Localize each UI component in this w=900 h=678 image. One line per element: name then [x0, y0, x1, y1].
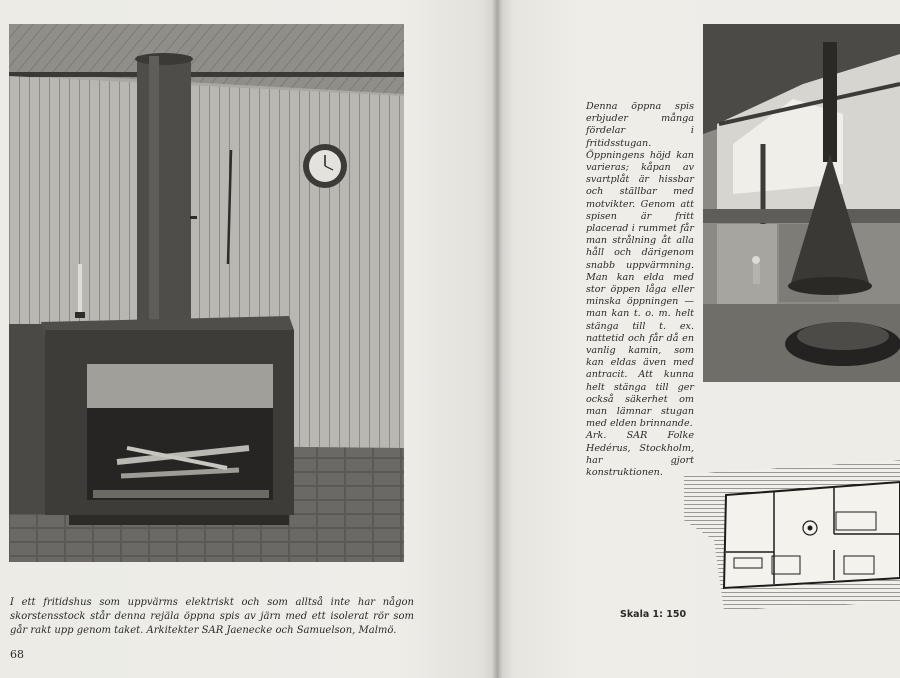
architect-credit: Ark. SAR Folke Hedérus, Stockholm, har gjort konstruktionen.: [586, 430, 694, 479]
hood-fireplace-photo-illustration: [703, 24, 900, 382]
page-number: 68: [10, 648, 24, 661]
fireplace-photo-illustration: [9, 24, 404, 562]
right-photo-caption: [586, 101, 694, 479]
caption-body: Denna öppna spis erbjuder många fördelar i fritidsstugan. Öppningens höjd kan varieras; kåpan av svartplåt är hissbar och ställbar med motvikter. Genom att spisen är fritt placerad i rummet får man strålning åt alla håll och därigenom snabb uppvärmning. Man kan elda med stor öppen låga eller minska öppningen — man kan t. o. m. helt stänga till t. ex. nattetid och får då en vanlig kamin, som kan eldas även med antracit. Att kunna helt stänga till ger också säkerhet om man lämnar stugan med elden brinnande.: [586, 101, 694, 430]
left-photo-caption: I ett fritidshus som uppvärms elektriskt och som alltså inte har någon skorstensstock står denna rejäla öppna spis av järn med ett isolerat rör som går rakt upp genom taket. Arkitekter SAR Jaenecke och Samuelson, Malmö.: [10, 597, 414, 636]
book-gutter: [492, 0, 502, 678]
scale-label: Skala 1: 150: [620, 609, 687, 620]
floor-plan: [684, 460, 900, 610]
floor-plan-drawing: [684, 460, 900, 610]
fireplace-photo: [9, 24, 404, 562]
hood-fireplace-photo: [703, 24, 900, 382]
